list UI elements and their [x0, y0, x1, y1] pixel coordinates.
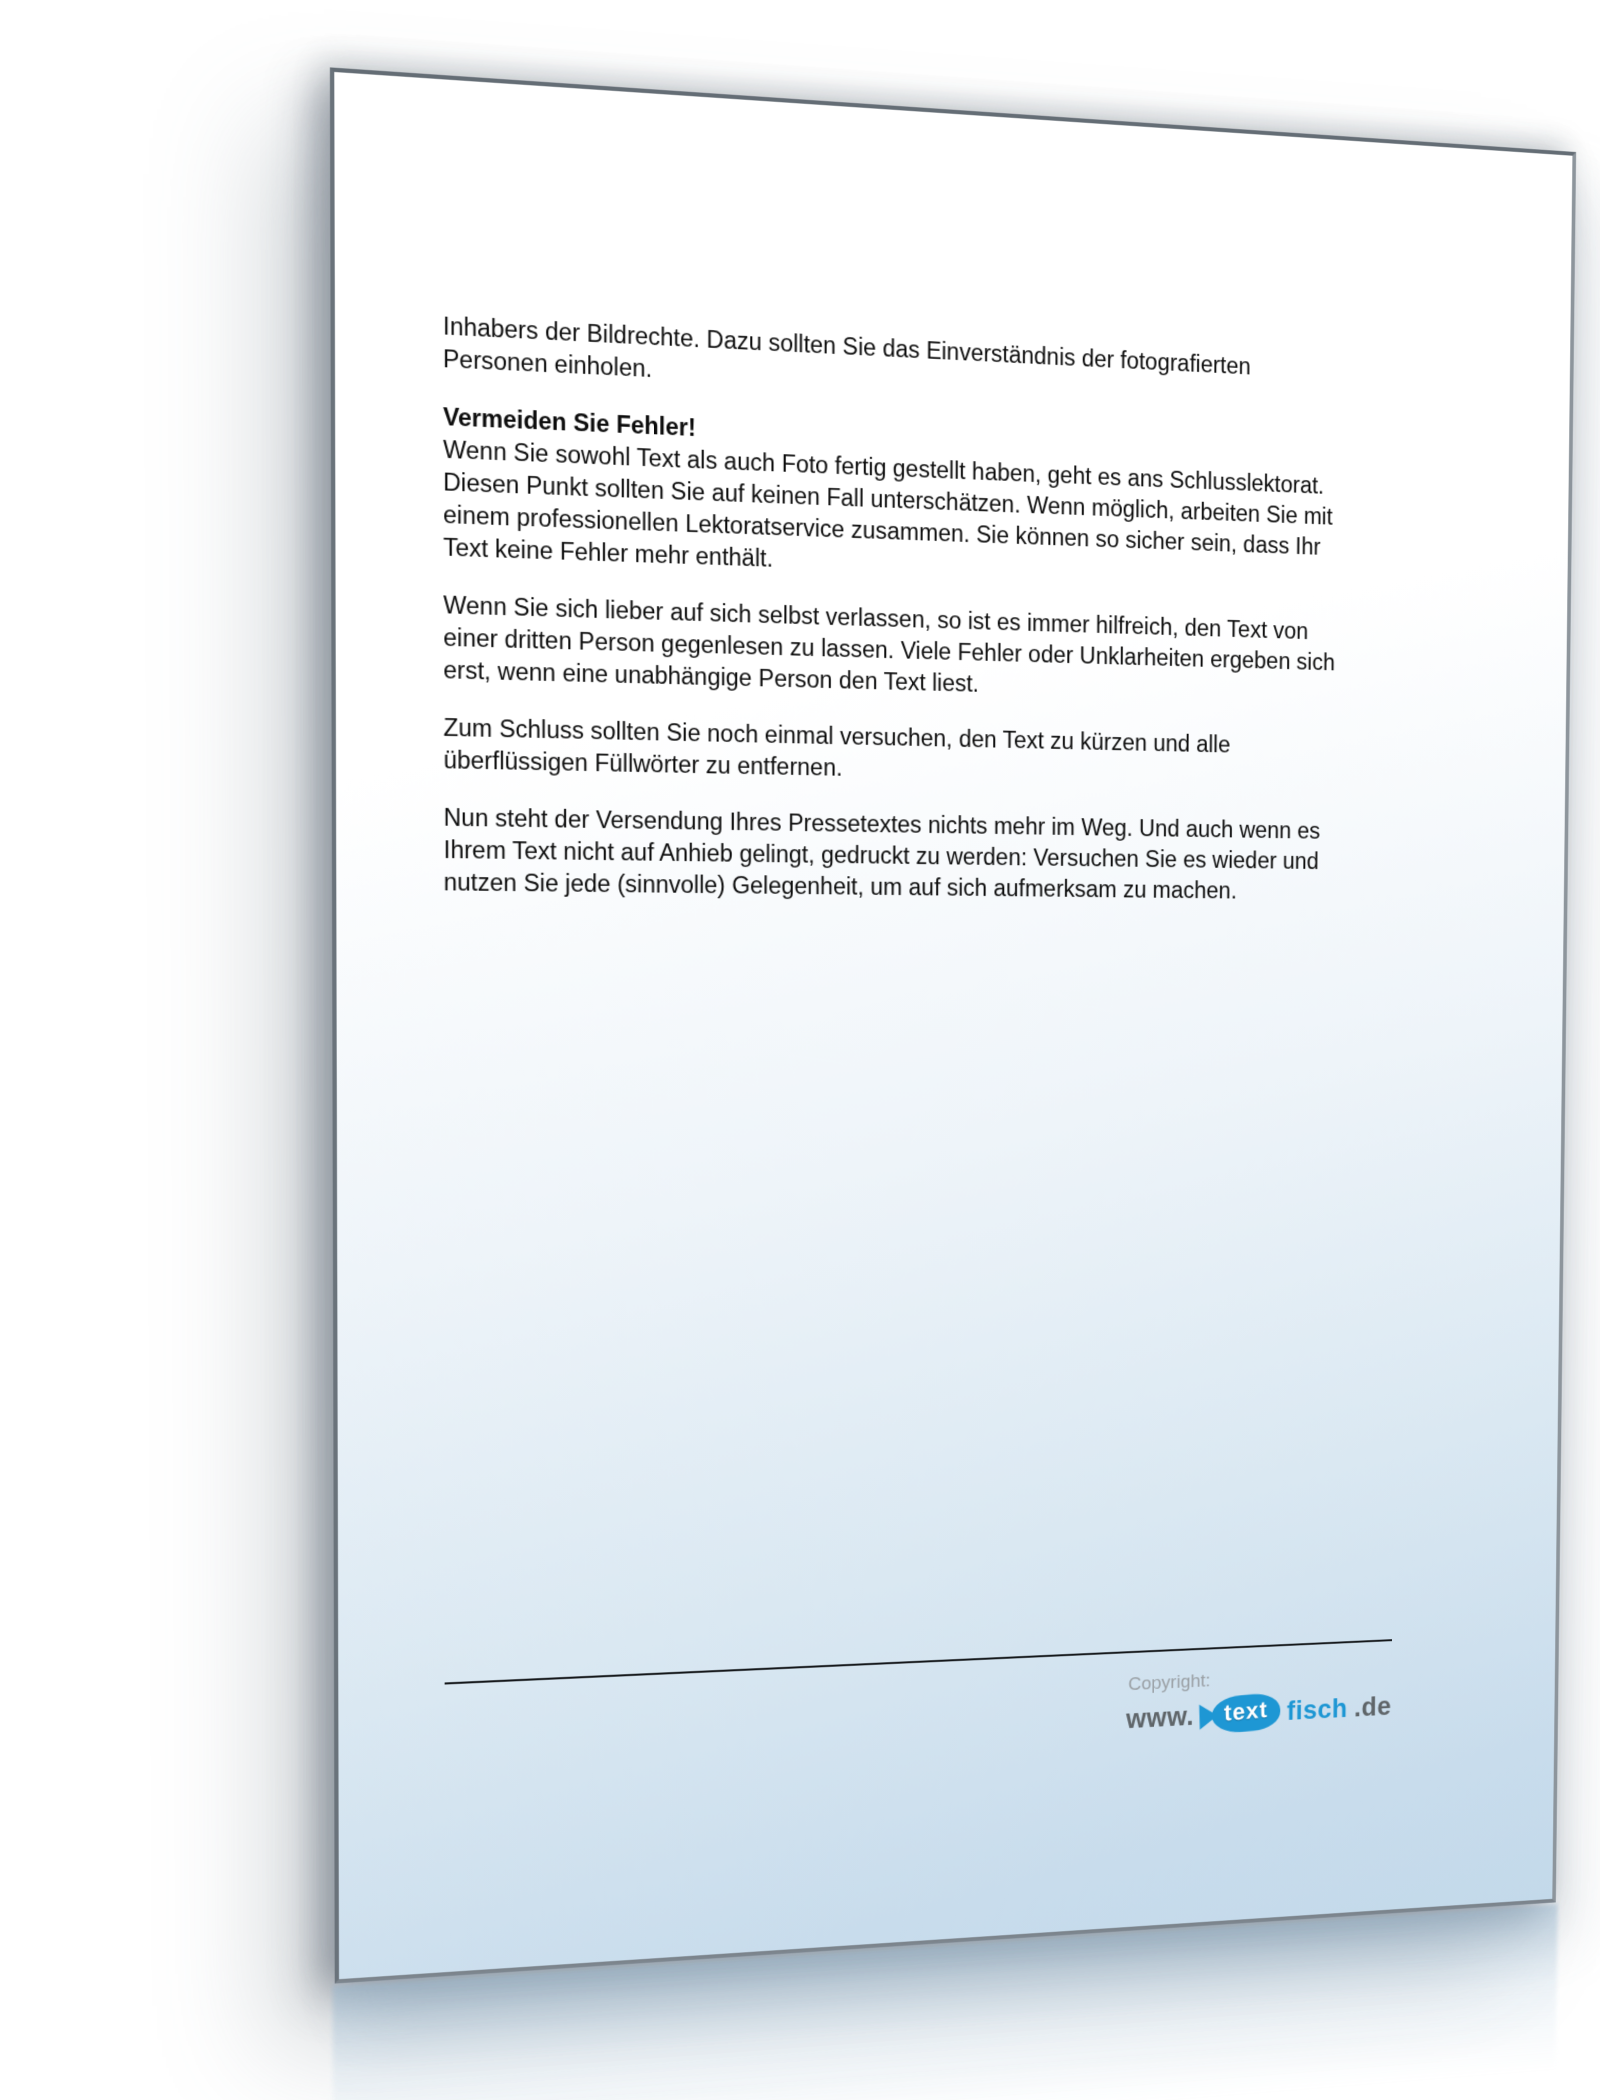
textfisch-logo: [1126, 1688, 1392, 1738]
document-page: [330, 67, 1576, 1983]
paragraph-fuellwoerter: Zum Schluss sollten Sie noch einmal versuchen, den Text zu kürzen und alle überflüssigen Füllwörter zu entfernen.: [443, 713, 1231, 781]
logo-fisch-label: fisch: [1286, 1693, 1348, 1726]
logo-de-label: .de: [1353, 1691, 1392, 1722]
document-body: [443, 310, 1407, 931]
fish-icon: [1199, 1692, 1280, 1736]
tilted-sheet: [330, 67, 1576, 1983]
logo-www-label: www.: [1125, 1701, 1195, 1734]
paragraph-gegenlesen: Wenn Sie sich lieber auf sich selbst verlassen, so ist es immer hilfreich, den Text von einer dritten Person gegenlesen zu lassen. Viele Fehler oder Unklarheiten ergeben sich erst, wenn eine unabhängige Person den Text liest.: [443, 591, 1336, 697]
textfisch-brand-block: [1126, 1662, 1392, 1738]
paragraph-schlusslektorat: Wenn Sie sowohl Text als auch Foto fertig gestellt haben, geht es ans Schlusslektorat. Diesen Punkt sollten Sie auf keinen Fall unterschätzen. Wenn möglich, arbeiten Sie mit einem professionellen Lektoratservice zusammen. Sie können so sicher sein, dass Ihr Text keine Fehler mehr enthält.: [443, 435, 1333, 572]
paragraph-bildrechte: Inhabers der Bildrechte. Dazu sollten Sie das Einverständnis der fotografierten Personen einholen.: [442, 312, 1251, 383]
page-footer: [445, 1639, 1392, 1734]
copyright-label: Copyright:: [1128, 1670, 1211, 1696]
fish-body-text: text: [1212, 1692, 1281, 1734]
paragraph-versendung: Nun steht der Versendung Ihres Pressetextes nichts mehr im Weg. Und auch wenn es Ihrem Text nicht auf Anhieb gelingt, gedruckt zu werden: Versuchen Sie es wieder und nutzen Sie jede (sinnvolle) Gelegenheit, um auf sich aufmerksam zu machen.: [443, 803, 1321, 904]
section-heading-vermeiden-sie-fehler: Vermeiden Sie Fehler!: [443, 402, 696, 442]
